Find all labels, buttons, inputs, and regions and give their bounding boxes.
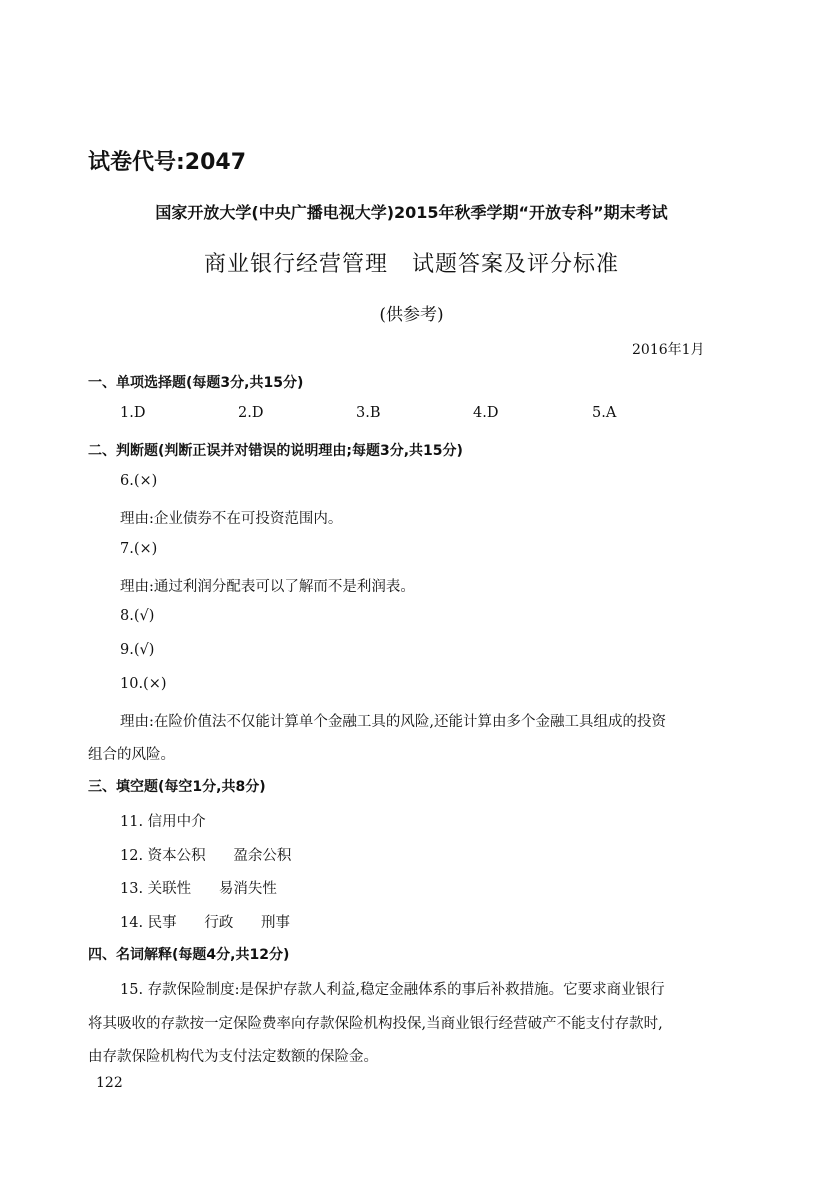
answer-2: 2.D — [238, 405, 264, 421]
answer-7-reason: 理由:通过利润分配表可以了解而不是利润表。 — [120, 579, 415, 595]
section-heading-true-false: 二、判断题(判断正误并对错误的说明理由;每题3分,共15分) — [88, 443, 463, 459]
answer-8: 8.(√) — [120, 608, 155, 624]
exam-title: 国家开放大学(中央广播电视大学)2015年秋季学期“开放专科”期末考试 — [155, 203, 668, 222]
answer-7: 7.(×) — [120, 541, 158, 557]
section-heading-multiple-choice: 一、单项选择题(每题3分,共15分) — [88, 375, 304, 391]
reference-note: (供参考) — [379, 305, 444, 325]
answer-11: 11. 信用中介 — [120, 814, 206, 830]
answer-6: 6.(×) — [120, 473, 158, 489]
answer-14: 14. 民事 行政 刑事 — [120, 915, 290, 931]
answer-10-reason-cont: 组合的风险。 — [88, 747, 175, 763]
section-heading-term-definition: 四、名词解释(每题4分,共12分) — [88, 947, 290, 963]
answer-15: 15. 存款保险制度:是保护存款人利益,稳定金融体系的事后补救措施。它要求商业银行 — [120, 982, 665, 998]
answer-6-reason: 理由:企业债券不在可投资范围内。 — [120, 511, 343, 527]
answer-3: 3.B — [356, 405, 381, 421]
answer-12: 12. 资本公积 盈余公积 — [120, 848, 292, 864]
section-heading-fill-blank: 三、填空题(每空1分,共8分) — [88, 779, 266, 795]
answer-1: 1.D — [120, 405, 146, 421]
answer-13: 13. 关联性 易消失性 — [120, 881, 277, 897]
answer-10-reason: 理由:在险价值法不仅能计算单个金融工具的风险,还能计算由多个金融工具组成的投资 — [120, 714, 666, 730]
answer-15-cont-1: 将其吸收的存款按一定保险费率向存款保险机构投保,当商业银行经营破产不能支付存款时, — [88, 1016, 663, 1032]
answer-4: 4.D — [473, 405, 499, 421]
paper-code: 试卷代号:2047 — [88, 150, 247, 175]
answer-15-cont-2: 由存款保险机构代为支付法定数额的保险金。 — [88, 1049, 378, 1065]
answer-5: 5.A — [592, 405, 617, 421]
answer-9: 9.(√) — [120, 642, 155, 658]
page-number: 122 — [96, 1075, 123, 1091]
answer-10: 10.(×) — [120, 676, 167, 692]
exam-date: 2016年1月 — [632, 342, 705, 358]
course-title: 商业银行经营管理 试题答案及评分标准 — [204, 252, 619, 277]
